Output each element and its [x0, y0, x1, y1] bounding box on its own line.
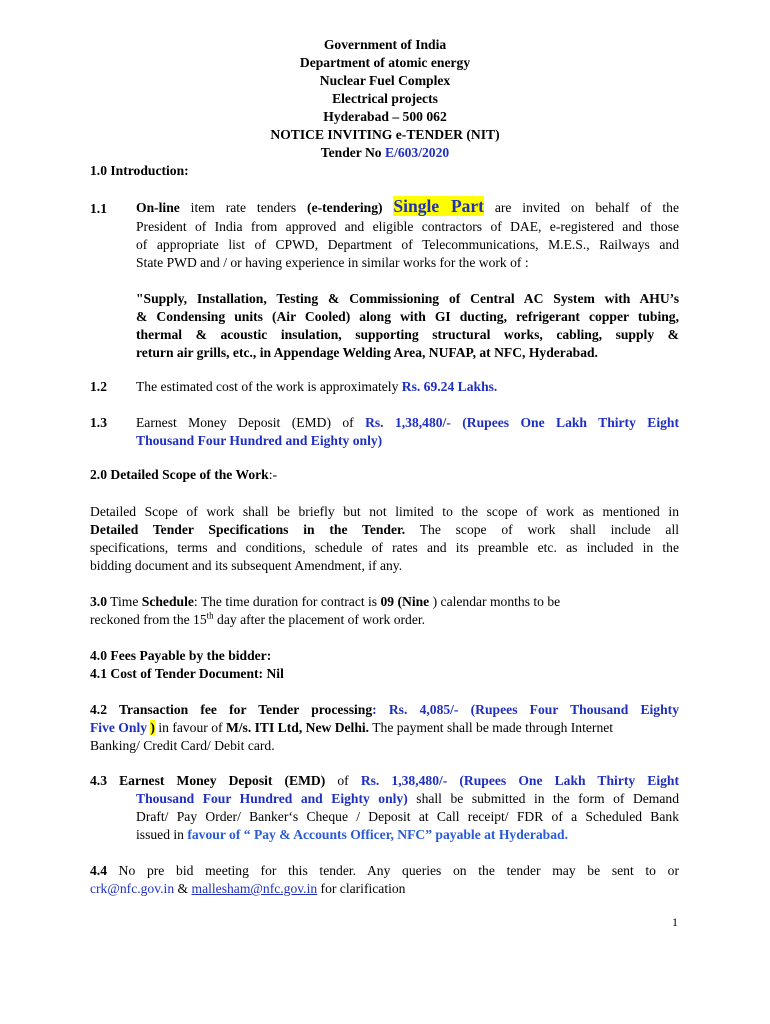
clause-number-4-4: 4.4 [90, 863, 107, 878]
tender-number: E/603/2020 [385, 145, 450, 160]
tender-number-prefix: Tender No [320, 145, 385, 160]
emd-amount-line-1: Rs. 1,38,480/- (Rupees One Lakh Thirty Eight [365, 415, 679, 430]
clause-4-2-line-3: Banking/ Credit Card/ Debit card. [90, 738, 275, 753]
clause-4-4-text: No pre bid meeting for this tender. Any queries on the tender may be sent to or [107, 863, 679, 878]
emd-of: of [325, 773, 361, 788]
clause-1-3-line-1 [136, 414, 679, 431]
scope-line-2 [90, 521, 679, 538]
schedule-superscript: th [206, 610, 214, 621]
schedule-months: 09 (Nine [380, 594, 430, 609]
section-heading-introduction: 1.0 Introduction: [90, 163, 189, 178]
emd-amount-line-2: Thousand Four Hundred and Eighty only) [136, 433, 383, 448]
transaction-fee-colon: : [372, 702, 377, 717]
clause-4-1 [90, 665, 284, 682]
clause-4-2-text-2: The payment shall be made through Internet [369, 720, 614, 735]
tender-document-cost-label: 4.1 Cost of Tender Document [90, 666, 259, 681]
schedule-line-2a: reckoned from the 15 [90, 612, 207, 627]
scope-line-2-rest: The scope of work shall include all [405, 522, 679, 537]
clause-4-4-line-2 [90, 880, 405, 897]
transaction-fee-amount-line-2: Five Only [90, 720, 151, 735]
clause-1-1-line-3: of appropriate list of CPWD, Department of Telecommunications, M.E.S., Railways and [136, 237, 679, 252]
header-line-projects: Electrical projects [332, 91, 438, 106]
emd-43-amount-line-1: Rs. 1,38,480/- (Rupees One Lakh Thirty Eight [360, 773, 680, 788]
scope-heading-text: 2.0 Detailed Scope of the Work [90, 467, 269, 482]
clause-4-3-issued-in: issued in [136, 827, 188, 842]
schedule-line-2 [90, 611, 425, 628]
online-text: On-line [136, 200, 180, 215]
clause-4-3-text-2: shall be submitted in the form of Demand [407, 791, 679, 806]
transaction-fee-amount-line-1: Rs. 4,085/- (Rupees Four Thousand Eighty [376, 702, 679, 717]
clause-number-1-2: 1.2 [90, 379, 107, 394]
emd-label: 4.3 Earnest Money Deposit (EMD) [90, 773, 326, 788]
work-description-line-1: "Supply, Installation, Testing & Commissioning of Central AC System with AHU’s [136, 291, 679, 306]
scope-line-1: Detailed Scope of work shall be briefly but not limited to the scope of work as mentioned in [90, 504, 679, 519]
clause-1-1-line-2: President of India from approved and eligible contractors of DAE, e-registered and those [136, 219, 679, 234]
transaction-fee-label: 4.2 Transaction fee for Tender processing [90, 702, 373, 717]
email-link-crk[interactable]: crk@nfc.gov.in [90, 881, 175, 896]
clause-4-3-line-3: Draft/ Pay Order/ Banker‘s Cheque / Deposit at Call receipt/ FDR of a Scheduled Bank [136, 809, 679, 824]
clause-4-2-line-1 [90, 701, 679, 718]
scope-heading-suffix: :- [268, 467, 278, 482]
header-line-city: Hyderabad – 500 062 [323, 109, 447, 124]
emd-43-amount-line-2: Thousand Four Hundred and Eighty only) [136, 791, 408, 806]
clause-4-2-text-1: in favour of [154, 720, 226, 735]
clause-4-3-line-2 [136, 790, 679, 807]
scope-line-3: specifications, terms and conditions, schedule of rates and its preamble etc. as included in the [90, 540, 679, 555]
header-line-government: Government of India [323, 37, 447, 52]
clause-4-3-line-4 [136, 826, 568, 843]
schedule-line-2b: day after the placement of work order. [213, 612, 426, 627]
work-description-line-4: return air grills, etc., in Appendage Welding Area, NUFAP, at NFC, Hyderabad. [136, 345, 598, 360]
clause-4-2-line-2 [90, 719, 613, 736]
scope-specs-bold: Detailed Tender Specifications in the Tender. [90, 522, 406, 537]
emd-text: Earnest Money Deposit (EMD) of [136, 415, 366, 430]
etendering-text: (e-tendering) [307, 200, 383, 215]
tender-document-cost-value: : Nil [258, 666, 284, 681]
scope-line-4: bidding document and its subsequent Amendment, if any. [90, 558, 403, 573]
clause-1-1-line-4: State PWD and / or having experience in similar works for the work of : [136, 255, 529, 270]
header-line-complex: Nuclear Fuel Complex [319, 73, 451, 88]
schedule-text-3: ) calendar months to be [429, 594, 561, 609]
clause-1-1-text: item rate tenders [179, 200, 308, 215]
estimated-cost-text: The estimated cost of the work is approximately [136, 379, 402, 394]
work-description-line-2: & Condensing units (Air Cooled) along with GI ducting, refrigerant copper tubing, [136, 309, 679, 324]
header-line-nit: NOTICE INVITING e-TENDER (NIT) [270, 127, 500, 142]
estimated-cost-amount: Rs. 69.24 Lakhs. [401, 379, 498, 394]
email-link-mallesham[interactable]: mallesham@nfc.gov.in [191, 881, 318, 896]
highlighted-parenthesis: ) [150, 720, 155, 735]
schedule-text-1: Time [107, 594, 142, 609]
clause-number-1-1: 1.1 [90, 201, 107, 216]
clarification-text: for clarification [317, 881, 406, 896]
section-heading-scope [90, 466, 277, 483]
clause-1-2-line [136, 378, 497, 395]
clause-1-1-line-1 [136, 198, 679, 216]
work-description-line-3: thermal & acoustic insulation, supporting structural works, cabling, supply & [136, 327, 679, 342]
pao-favour-text: favour of “ Pay & Accounts Officer, NFC” payable at Hyderabad. [187, 827, 568, 842]
page-number: 1 [672, 915, 678, 929]
clause-4-3-line-1 [90, 772, 679, 789]
schedule-bold: Schedule [141, 594, 194, 609]
iti-ltd: M/s. ITI Ltd, New Delhi. [225, 720, 370, 735]
clause-number-1-3: 1.3 [90, 415, 107, 430]
clause-4-4-line-1 [90, 862, 679, 879]
schedule-line-1 [90, 593, 560, 610]
single-part-highlight: Single Part [393, 196, 484, 216]
clause-1-1-text-2: are invited on behalf of the [483, 200, 679, 215]
schedule-number: 3.0 [90, 594, 107, 609]
section-heading-fees: 4.0 Fees Payable by the bidder: [90, 648, 272, 663]
email-separator: & [174, 881, 192, 896]
tender-number-line [0, 144, 770, 161]
header-line-department: Department of atomic energy [299, 55, 471, 70]
schedule-text-2: : The time duration for contract is [193, 594, 381, 609]
